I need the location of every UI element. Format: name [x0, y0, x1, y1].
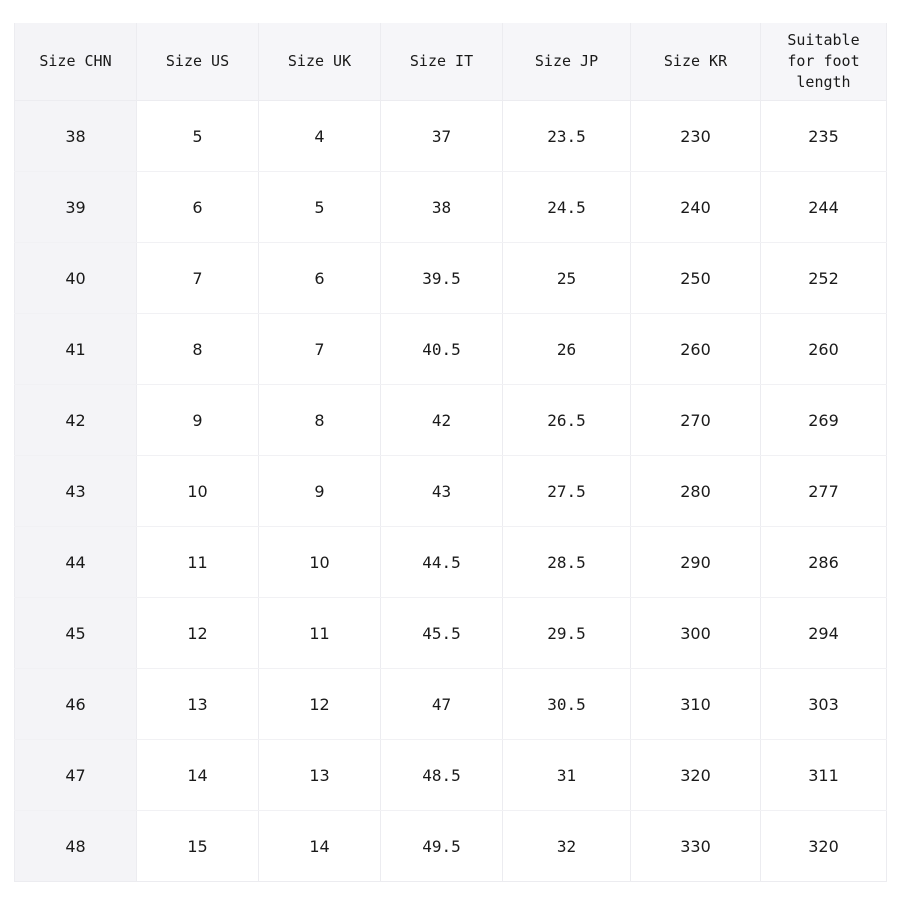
cell-size-it: 39.5 — [381, 243, 503, 314]
header-size-jp: Size JP — [503, 23, 631, 101]
table-row — [15, 598, 887, 669]
cell-size-jp: 31 — [503, 740, 631, 811]
cell-size-chn: 38 — [15, 101, 137, 172]
table-row — [15, 740, 887, 811]
cell-foot-length: 235 — [761, 101, 887, 172]
cell-size-chn: 39 — [15, 172, 137, 243]
cell-size-chn: 48 — [15, 811, 137, 882]
cell-size-uk: 5 — [259, 172, 381, 243]
cell-foot-length: 269 — [761, 385, 887, 456]
cell-size-uk: 7 — [259, 314, 381, 385]
cell-size-it: 43 — [381, 456, 503, 527]
cell-size-jp: 26.5 — [503, 385, 631, 456]
cell-foot-length: 294 — [761, 598, 887, 669]
cell-size-us: 7 — [137, 243, 259, 314]
cell-size-it: 37 — [381, 101, 503, 172]
cell-foot-length: 311 — [761, 740, 887, 811]
cell-size-jp: 27.5 — [503, 456, 631, 527]
cell-foot-length: 244 — [761, 172, 887, 243]
size-conversion-table — [14, 23, 887, 882]
cell-size-it: 49.5 — [381, 811, 503, 882]
cell-size-it: 47 — [381, 669, 503, 740]
cell-size-it: 40.5 — [381, 314, 503, 385]
cell-size-us: 12 — [137, 598, 259, 669]
header-size-us: Size US — [137, 23, 259, 101]
cell-foot-length: 277 — [761, 456, 887, 527]
cell-size-us: 9 — [137, 385, 259, 456]
cell-size-us: 15 — [137, 811, 259, 882]
cell-size-chn: 44 — [15, 527, 137, 598]
cell-size-uk: 13 — [259, 740, 381, 811]
table-body — [15, 101, 887, 882]
cell-size-jp: 30.5 — [503, 669, 631, 740]
cell-size-uk: 6 — [259, 243, 381, 314]
cell-size-it: 44.5 — [381, 527, 503, 598]
cell-size-kr: 230 — [631, 101, 761, 172]
cell-size-uk: 4 — [259, 101, 381, 172]
cell-size-us: 14 — [137, 740, 259, 811]
header-size-it: Size IT — [381, 23, 503, 101]
header-size-uk: Size UK — [259, 23, 381, 101]
table-row — [15, 669, 887, 740]
cell-size-it: 42 — [381, 385, 503, 456]
header-size-chn: Size CHN — [15, 23, 137, 101]
cell-size-kr: 240 — [631, 172, 761, 243]
table-row — [15, 811, 887, 882]
table-row — [15, 385, 887, 456]
cell-size-kr: 260 — [631, 314, 761, 385]
cell-size-jp: 26 — [503, 314, 631, 385]
cell-size-kr: 290 — [631, 527, 761, 598]
cell-size-kr: 320 — [631, 740, 761, 811]
header-foot-length-label: Suitable for foot length — [787, 31, 860, 91]
cell-size-chn: 42 — [15, 385, 137, 456]
header-size-kr: Size KR — [631, 23, 761, 101]
cell-size-uk: 9 — [259, 456, 381, 527]
cell-size-jp: 24.5 — [503, 172, 631, 243]
cell-size-chn: 43 — [15, 456, 137, 527]
cell-size-us: 11 — [137, 527, 259, 598]
cell-size-kr: 280 — [631, 456, 761, 527]
cell-size-jp: 32 — [503, 811, 631, 882]
table-row — [15, 456, 887, 527]
cell-size-chn: 46 — [15, 669, 137, 740]
cell-foot-length: 286 — [761, 527, 887, 598]
table-row — [15, 314, 887, 385]
cell-size-it: 45.5 — [381, 598, 503, 669]
cell-size-uk: 12 — [259, 669, 381, 740]
cell-size-chn: 45 — [15, 598, 137, 669]
cell-size-it: 38 — [381, 172, 503, 243]
cell-size-chn: 47 — [15, 740, 137, 811]
cell-foot-length: 320 — [761, 811, 887, 882]
cell-foot-length: 260 — [761, 314, 887, 385]
cell-size-us: 6 — [137, 172, 259, 243]
cell-size-kr: 330 — [631, 811, 761, 882]
table-row — [15, 101, 887, 172]
table-row — [15, 243, 887, 314]
cell-size-kr: 310 — [631, 669, 761, 740]
cell-size-uk: 10 — [259, 527, 381, 598]
cell-size-kr: 300 — [631, 598, 761, 669]
cell-size-kr: 250 — [631, 243, 761, 314]
cell-size-kr: 270 — [631, 385, 761, 456]
cell-foot-length: 303 — [761, 669, 887, 740]
header-row — [15, 23, 887, 101]
cell-size-jp: 28.5 — [503, 527, 631, 598]
cell-size-jp: 25 — [503, 243, 631, 314]
cell-size-uk: 8 — [259, 385, 381, 456]
header-foot-length — [761, 23, 887, 101]
cell-size-us: 5 — [137, 101, 259, 172]
cell-size-chn: 41 — [15, 314, 137, 385]
table-header — [15, 23, 887, 101]
cell-size-uk: 11 — [259, 598, 381, 669]
cell-size-us: 10 — [137, 456, 259, 527]
cell-size-us: 13 — [137, 669, 259, 740]
cell-size-chn: 40 — [15, 243, 137, 314]
cell-size-jp: 23.5 — [503, 101, 631, 172]
cell-size-jp: 29.5 — [503, 598, 631, 669]
cell-size-uk: 14 — [259, 811, 381, 882]
table-row — [15, 172, 887, 243]
cell-size-us: 8 — [137, 314, 259, 385]
cell-foot-length: 252 — [761, 243, 887, 314]
table-row — [15, 527, 887, 598]
cell-size-it: 48.5 — [381, 740, 503, 811]
